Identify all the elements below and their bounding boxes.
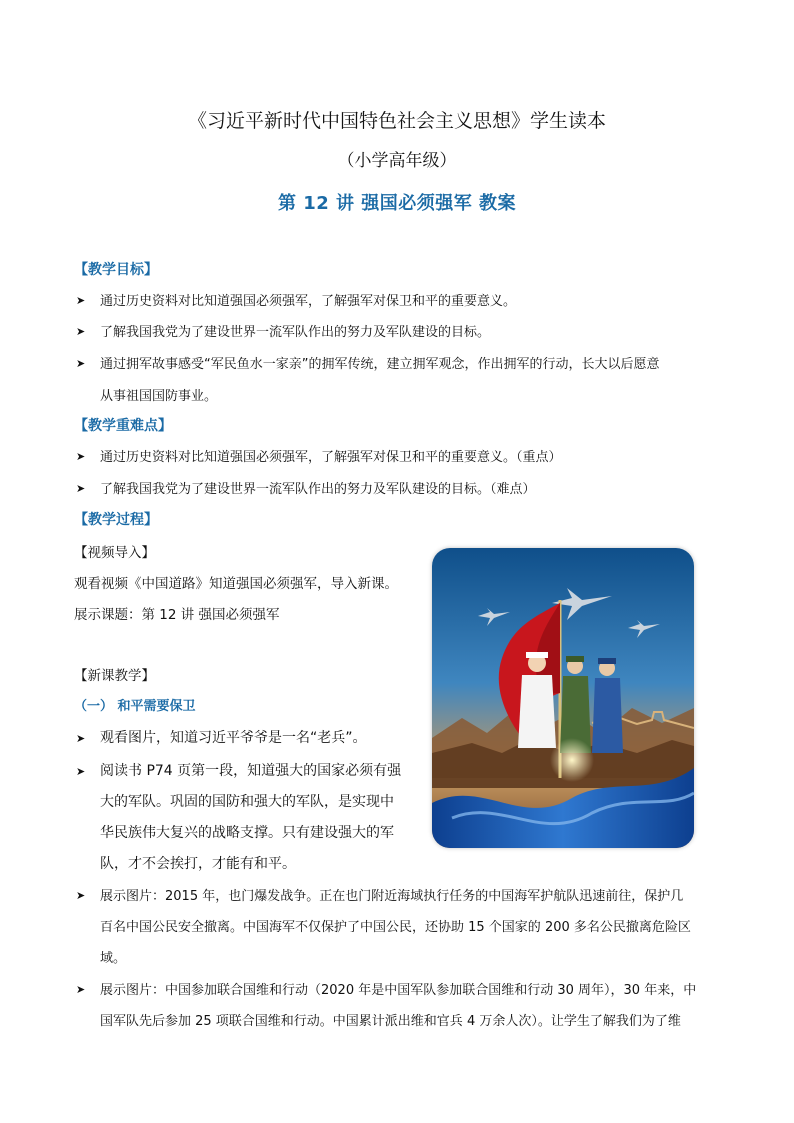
lesson-item-continued: 域。 xyxy=(100,951,127,966)
lesson-item-continued: 队，才不会挨打，才能有和平。 xyxy=(100,856,296,872)
lesson-item-continued: 国军队先后参加 25 项联合国维和行动。中国累计派出维和官兵 4 万余人次）。让学生了解我们为了维 xyxy=(100,1014,681,1029)
lesson-item: 展示图片：2015 年，也门爆发战争。正在也门附近海域执行任务的中国海军护航队迅速前往，保护几 xyxy=(100,889,684,904)
bullet-arrow-icon: ➤ xyxy=(76,732,86,745)
lesson-item: 展示图片：中国参加联合国维和行动（2020 年是中国军队参加联合国维和行动 30 周年），30 年来，中 xyxy=(100,983,697,998)
bullet-arrow-icon: ➤ xyxy=(76,325,86,338)
part-one-heading: （一） 和平需要保卫 xyxy=(74,699,196,714)
bullet-arrow-icon: ➤ xyxy=(76,482,86,495)
lesson-item: 观看图片，知道习近平爷爷是一名“老兵”。 xyxy=(100,730,367,746)
video-intro-text: 观看视频《中国道路》知道强国必须强军，导入新课。 xyxy=(74,576,398,592)
goal-item-continued: 从事祖国国防事业。 xyxy=(100,389,218,404)
document-title: 《习近平新时代中国特色社会主义思想》学生读本 xyxy=(187,110,606,132)
bullet-arrow-icon: ➤ xyxy=(76,357,86,370)
lesson-title: 第 12 讲 强国必须强军 教案 xyxy=(277,193,517,214)
lesson-item-continued: 华民族伟大复兴的战略支撑。只有建设强大的军 xyxy=(100,825,394,841)
section-process: 【教学过程】 xyxy=(74,512,158,528)
new-lesson-heading: 【新课教学】 xyxy=(74,668,155,684)
lesson-item-continued: 百名中国公民安全撤离。中国海军不仅保护了中国公民，还协助 15 个国家的 200 多名公民撤离危险区 xyxy=(100,920,691,935)
keypoint-item: 通过历史资料对比知道强国必须强军，了解强军对保卫和平的重要意义。（重点） xyxy=(100,450,562,465)
keypoint-item: 了解我国我党为了建设世界一流军队作出的努力及军队建设的目标。（难点） xyxy=(100,482,536,497)
section-keypoints: 【教学重难点】 xyxy=(74,418,172,434)
bullet-arrow-icon: ➤ xyxy=(76,983,86,996)
bullet-arrow-icon: ➤ xyxy=(76,450,86,463)
bullet-arrow-icon: ➤ xyxy=(76,294,86,307)
bullet-arrow-icon: ➤ xyxy=(76,765,86,778)
goal-item: 通过拥军故事感受“军民鱼水一家亲”的拥军传统，建立拥军观念，作出拥军的行动，长大以后愿意 xyxy=(100,357,660,372)
grade-subtitle: （小学高年级） xyxy=(337,151,457,171)
video-intro-heading: 【视频导入】 xyxy=(74,545,155,561)
bullet-arrow-icon: ➤ xyxy=(76,889,86,902)
goal-item: 通过历史资料对比知道强国必须强军，了解强军对保卫和平的重要意义。 xyxy=(100,294,517,309)
section-goals: 【教学目标】 xyxy=(74,262,158,278)
lesson-item: 阅读书 P74 页第一段，知道强大的国家必须有强 xyxy=(100,763,402,779)
lesson-topic-text: 展示课题：第 12 讲 强国必须强军 xyxy=(74,607,280,623)
goal-item: 了解我国我党为了建设世界一流军队作出的努力及军队建设的目标。 xyxy=(100,325,491,340)
military-illustration xyxy=(432,548,694,848)
lesson-item-continued: 大的军队。巩固的国防和强大的军队，是实现中 xyxy=(100,794,394,810)
